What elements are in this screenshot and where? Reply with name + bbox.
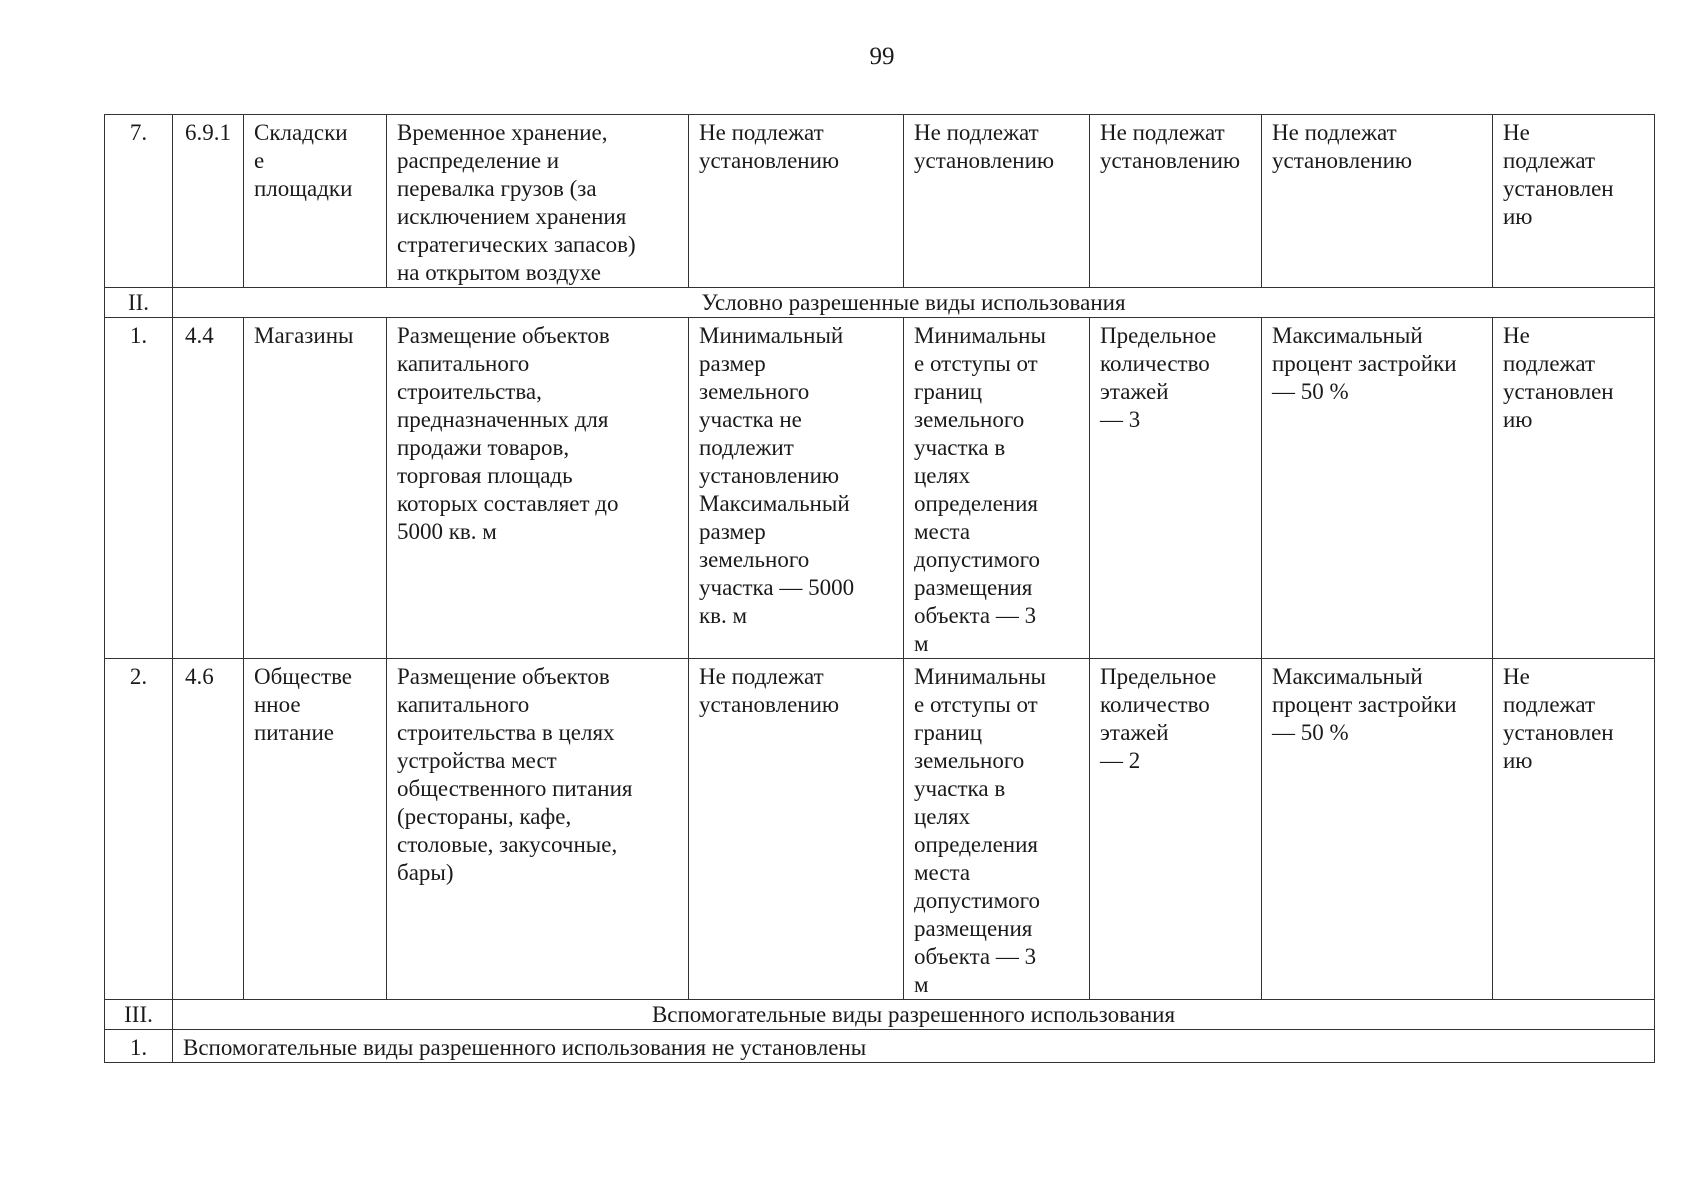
coverage-limits: Максимальный процент застройки — 50 %	[1262, 659, 1493, 1000]
use-description: Размещение объектов капитального строительства, предназначенных для продажи товаров, торговая площадь которых составляет до 5000 кв. м	[387, 318, 689, 659]
row-number: 1.	[105, 318, 173, 659]
use-name: Обществе нное питание	[244, 659, 387, 1000]
section-title: Вспомогательные виды разрешенного использования	[173, 1000, 1655, 1030]
use-name: Складски е площадки	[244, 115, 387, 288]
coverage-limits: Не подлежат установлению	[1262, 115, 1493, 288]
use-code: 4.6	[173, 659, 244, 1000]
section-header-conditional-uses	[105, 288, 1655, 318]
plot-size-limits: Не подлежат установлению	[689, 659, 904, 1000]
table-row-auxiliary-none	[105, 1030, 1655, 1063]
row-number: 7.	[105, 115, 173, 288]
row-number: 1.	[105, 1030, 173, 1063]
other-limits: Не подлежат установлен ию	[1493, 318, 1655, 659]
floor-limits: Предельное количество этажей — 2	[1090, 659, 1262, 1000]
section-header-auxiliary-uses	[105, 1000, 1655, 1030]
setback-limits: Минимальны е отступы от границ земельного участка в целях определения места допустимого размещения объекта — 3 м	[904, 659, 1090, 1000]
other-limits: Не подлежат установлен ию	[1493, 115, 1655, 288]
land-use-table	[104, 114, 1655, 1063]
use-description: Размещение объектов капитального строительства в целях устройства мест общественного питания (рестораны, кафе, столовые, закусочные, бары)	[387, 659, 689, 1000]
use-code: 6.9.1	[173, 115, 244, 288]
row-number: 2.	[105, 659, 173, 1000]
section-number: III.	[105, 1000, 173, 1030]
plot-size-limits: Не подлежат установлению	[689, 115, 904, 288]
use-name: Магазины	[244, 318, 387, 659]
section-number: II.	[105, 288, 173, 318]
table-row-public-catering	[105, 659, 1655, 1000]
floor-limits: Не подлежат установлению	[1090, 115, 1262, 288]
plot-size-limits: Минимальный размер земельного участка не подлежит установлению Максимальный размер земельного участка — 5000 кв. м	[689, 318, 904, 659]
table-row-storage-sites	[105, 115, 1655, 288]
auxiliary-note: Вспомогательные виды разрешенного использования не установлены	[173, 1030, 1655, 1063]
use-code: 4.4	[173, 318, 244, 659]
setback-limits: Минимальны е отступы от границ земельного участка в целях определения места допустимого размещения объекта — 3 м	[904, 318, 1090, 659]
page-number: 99	[869, 43, 895, 70]
setback-limits: Не подлежат установлению	[904, 115, 1090, 288]
table-row-shops	[105, 318, 1655, 659]
other-limits: Не подлежат установлен ию	[1493, 659, 1655, 1000]
floor-limits: Предельное количество этажей — 3	[1090, 318, 1262, 659]
coverage-limits: Максимальный процент застройки — 50 %	[1262, 318, 1493, 659]
section-title: Условно разрешенные виды использования	[173, 288, 1655, 318]
use-description: Временное хранение, распределение и перевалка грузов (за исключением хранения стратегических запасов) на открытом воздухе	[387, 115, 689, 288]
